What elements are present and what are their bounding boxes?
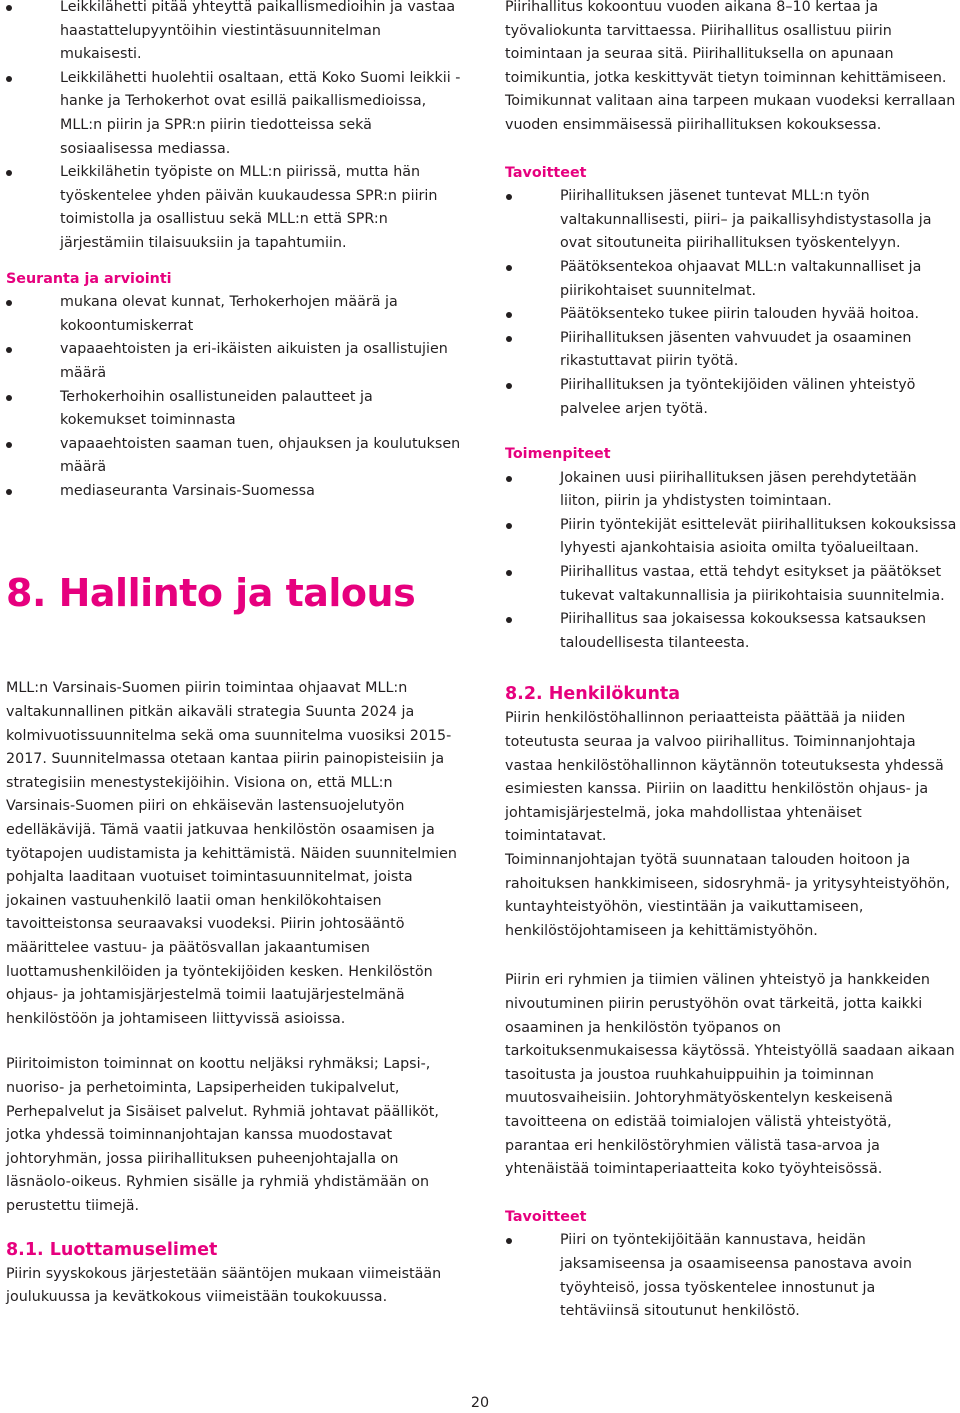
paragraph: MLL:n Varsinais-Suomen piirin toimintaa ohjaavat MLL:n valtakunnallinen pitkän aikaväli strategia Suunta 2024 ja kolmivuotissuunnitelma sekä oma suunnitelma vuosiksi 2015-2017. Suunnitelmassa otetaan kantaa piirin painopisteisiin ja strategisiin menestystekijöihin. Visiona on, että MLL:n Varsinais-Suomen piiri on ehkäisevän lastensuojelutyön edelläkävijä. Tämä vaatii jatkuvaa henkilöstön osaamisen ja työtapojen uudistamista ja kehittämistä. Näiden suunnitelmien pohjalta laaditaan vuotuiset toimintasuunnitelmat, joista jokainen vastuuhenkilö laatii oman henkilökohtaisen tavoitteistonsa seuraavaksi vuodeksi. Piirin johtosääntö määrittelee vastuu- ja päätösvallan jakaantumisen luottamushenkilöiden ja työntekijöiden kesken. Henkilöstön ohjaus- ja johtamisjärjestelmä toimii laatujärjestelmänä henkilöstöön ja johtamiseen liittyvissä asioissa. [6, 680, 457, 1027]
list-item: Terhokerhoihin osallistuneiden palautteet ja kokemukset toiminnasta [6, 386, 462, 433]
bullet-icon [506, 194, 512, 200]
list-item: mukana olevat kunnat, Terhokerhojen määrä ja kokoontumiskerrat [6, 291, 462, 338]
bullet-icon [6, 347, 12, 353]
bullet-icon [6, 442, 12, 448]
list-item: Piirihallituksen ja työntekijöiden välinen yhteistyö palvelee arjen työtä. [505, 374, 957, 421]
list-item: Leikkilähetti pitää yhteyttä paikallismedioihin ja vastaa haastattelupyyntöihin viestintäsuunnitelman mukaisesti. [6, 0, 462, 67]
list-item: Päätöksenteko tukee piirin talouden hyvää hoitoa. [505, 303, 957, 327]
bullet-icon [506, 523, 512, 529]
list-item: Piirihallituksen jäsenet tuntevat MLL:n työn valtakunnallisesti, piiri– ja paikallisyhdistystasolla ja ovat sitoutuneita piirihallituksen työskentelyyn. [505, 185, 957, 256]
bullet-icon [6, 170, 12, 176]
goals-bullet-list [505, 1229, 957, 1323]
list-item: Jokainen uusi piirihallituksen jäsen perehdytetään liiton, piirin ja yhdistysten toimintaan. [505, 467, 957, 514]
monitoring-heading: Seuranta ja arviointi [6, 270, 172, 287]
bullet-icon [6, 300, 12, 306]
list-item: mediaseuranta Varsinais-Suomessa [6, 480, 462, 504]
bullet-icon [506, 265, 512, 271]
left-column [6, 0, 462, 1310]
section-title: 8.2. Henkilökunta [505, 684, 681, 705]
chapter-title: 8. Hallinto ja talous [6, 571, 416, 616]
list-item: Piirihallituksen jäsenten vahvuudet ja osaaminen rikastuttavat piirin työtä. [505, 327, 957, 374]
paragraph: Toiminnanjohtajan työtä suunnataan talouden hoitoon ja rahoituksen hankkimiseen, sidosryhmä- ja yritysyhteistyöhön, kuntayhteistyöhön, viestintään ja vaikuttamiseen, henkilöstöjohtamiseen ja kehittämistyöhön. [505, 852, 950, 939]
list-item: Piirihallitus saa jokaisessa kokouksessa katsauksen taloudellisesta tilanteesta. [505, 608, 957, 655]
right-column [505, 0, 957, 1324]
goals-bullet-list [505, 185, 957, 421]
section-title: 8.1. Luottamuselimet [6, 1239, 218, 1260]
paragraph: Piirihallitus kokoontuu vuoden aikana 8–10 kertaa ja työvaliokunta tarvittaessa. Piirihallitus osallistuu piirin toimintaan ja seuraa sitä. Piirihallituksella on apunaan toimikuntia, jotka keskittyvät tietyn toiminnan kehittämiseen. Toimikunnat valitaan aina tarpeen mukaan vuodeksi kerrallaan vuoden ensimmäisessä piirihallituksen kokouksessa. [505, 0, 956, 133]
goals-heading: Tavoitteet [505, 164, 587, 181]
bullet-icon [506, 1238, 512, 1244]
monitoring-bullet-list [6, 291, 462, 503]
list-item: Päätöksentekoa ohjaavat MLL:n valtakunnalliset ja piirikohtaiset suunnitelmat. [505, 256, 957, 303]
list-item: Piirihallitus vastaa, että tehdyt esitykset ja päätökset tukevat valtakunnallisia ja piirikohtaisia suunnitelmia. [505, 561, 957, 608]
list-item: Piirin työntekijät esittelevät piirihallituksen kokouksissa lyhyesti ajankohtaisia asioita omilta työalueiltaan. [505, 514, 957, 561]
bullet-icon [506, 312, 512, 318]
actions-bullet-list [505, 467, 957, 656]
actions-heading: Toimenpiteet [505, 446, 611, 463]
bullet-icon [506, 476, 512, 482]
paragraph: Piirin eri ryhmien ja tiimien välinen yhteistyö ja hankkeiden nivoutuminen piirin perustyöhön ovat tärkeitä, jotta kaikki osaaminen ja henkilöstön työpanos on tarkoituksenmukaisessa käytössä. Yhteistyöllä saadaan aikaan tasoitusta ja joustoa ruuhkahuippuihin ja toiminnan muutosvaiheisiin. Johtoryhmätyöskentelyn keskeisenä tavoitteena on edistää toimialojen välistä yhteistyötä, parantaa eri henkilöstöryhmien välistä tasa-arvoa ja yhtenäistää toimintaperiaatteita koko työyhteisössä. [505, 972, 955, 1178]
list-item: Leikkilähetin työpiste on MLL:n piirissä, mutta hän työskentelee yhden päivän kuukaudessa SPR:n piirin toimistolla ja osallistuu sekä MLL:n että SPR:n järjestämiin tilaisuuksiin ja tapahtumiin. [6, 161, 462, 255]
page-number: 20 [470, 1395, 490, 1411]
bullet-icon [506, 617, 512, 623]
bullet-icon [506, 336, 512, 342]
paragraph: Piirin syyskokous järjestetään sääntöjen mukaan viimeistään joulukuussa ja kevätkokous viimeistään toukokuussa. [6, 1265, 442, 1306]
list-item: Piiri on työntekijöitään kannustava, heidän jaksamiseensa ja osaamiseensa panostava avoin työyhteisö, jossa työskentelee innostunut ja tehtäviinsä sitoutunut henkilöstö. [505, 1229, 957, 1323]
paragraph: Piiritoimiston toiminnat on koottu neljäksi ryhmäksi; Lapsi-, nuoriso- ja perhetoiminta, Lapsiperheiden tukipalvelut, Perhepalvelut ja Sisäiset palvelut. Ryhmiä johtavat päälliköt, jotka yhdessä toiminnanjohtajan kanssa muodostavat johtoryhmän, jossa piirihallituksen puheenjohtajalla on läsnäolo-oikeus. Ryhmien sisälle ja ryhmiä yhdistämään on perustettu tiimejä. [6, 1056, 439, 1214]
list-item: vapaaehtoisten ja eri-ikäisten aikuisten ja osallistujien määrä [6, 338, 462, 385]
bullet-icon [506, 383, 512, 389]
bullet-icon [6, 5, 12, 11]
list-item: vapaaehtoisten saaman tuen, ohjauksen ja koulutuksen määrä [6, 433, 462, 480]
intro-bullet-list [6, 0, 462, 256]
list-item: Leikkilähetti huolehtii osaltaan, että Koko Suomi leikkii -hanke ja Terhokerhot ovat esillä paikallismedioissa, MLL:n piirin ja SPR:n piirin tiedotteissa sekä sosiaalisessa mediassa. [6, 67, 462, 161]
goals-heading: Tavoitteet [505, 1208, 587, 1225]
paragraph: Piirin henkilöstöhallinnon periaatteista päättää ja niiden toteutusta seuraa ja valvoo piirihallitus. Toiminnanjohtaja vastaa henkilöstöhallinnon käytännön toteutuksesta yhdessä esimiesten kanssa. Piiriin on laadittu henkilöstön ohjaus- ja johtamisjärjestelmä, joka mahdollistaa yhtenäiset toimintatavat. [505, 710, 944, 845]
bullet-icon [6, 395, 12, 401]
bullet-icon [6, 489, 12, 495]
bullet-icon [6, 76, 12, 82]
bullet-icon [506, 570, 512, 576]
